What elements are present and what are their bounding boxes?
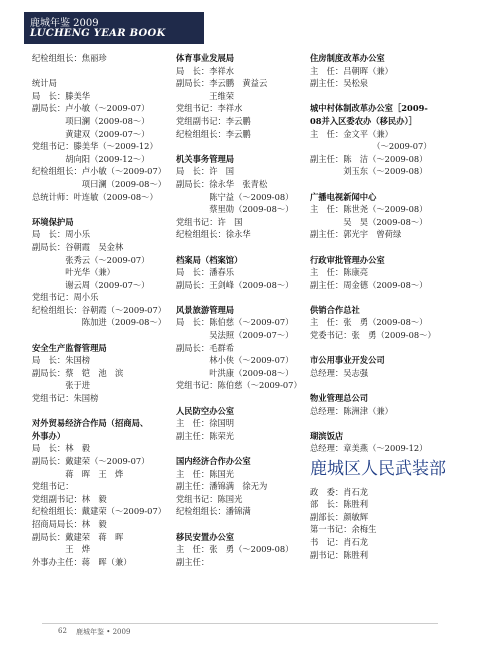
staff-line: 副主任： [176, 556, 210, 567]
staff-line: 胡向阳（2009-12～） [32, 153, 150, 164]
staff-line: 副局长：谷朝霞 吴金林 [32, 241, 124, 252]
spacer [176, 140, 311, 153]
staff-line: 主 任：金文平（兼） [310, 128, 393, 139]
spacer [32, 405, 167, 418]
staff-line: 吴 昊（2009-08～） [310, 216, 428, 227]
org-heading: 风景旅游管理局 [176, 304, 235, 315]
spacer [32, 329, 167, 342]
staff-line: 林小侠（～2009-07） [176, 355, 294, 366]
column-1 [32, 52, 167, 568]
section-line: 政 委：肖石龙 [310, 486, 369, 497]
org-heading: 机关事务管理局 [176, 153, 235, 164]
staff-line: 副局长：王剑峰（2009-08～） [176, 279, 294, 290]
staff-line: 王 烨 [32, 544, 91, 555]
staff-line: 副主任：陈 洁（～2009-08） [310, 153, 428, 164]
org-heading: 08并入区委农办（移民办）］ [310, 115, 417, 126]
staff-line: 副主任：潘锦满 徐无为 [176, 481, 268, 492]
staff-line: 张于进 [32, 380, 91, 391]
spacer [176, 241, 311, 254]
staff-line: 纪检组组长：焦丽珍 [32, 53, 107, 63]
staff-line: 局 长：李祥水 [176, 65, 235, 76]
staff-line: 党组书记：陈国光 [176, 493, 243, 504]
section-line: 书 记：肖石龙 [310, 536, 369, 547]
footer [0, 627, 480, 639]
staff-line: （～2009-07） [310, 141, 432, 152]
staff-line: 党组副书记：林 毅 [32, 493, 107, 504]
staff-line: 副主任：周金德（2009-08～） [310, 279, 428, 290]
section-line: 副部长：颜敏辉 [310, 511, 369, 522]
org-heading: 供销合作总社 [310, 304, 360, 315]
staff-line: 主 任：陈国光 [176, 468, 235, 479]
section-title: 鹿城区人民武装部 [310, 459, 446, 479]
column-2 [176, 52, 311, 568]
staff-line: 副局长：卢小敏（～2009-07） [32, 103, 150, 114]
spacer [32, 203, 167, 216]
staff-line: 王维荣 [176, 90, 235, 101]
staff-line: 副局长：蔡 铠 池 滨 [32, 367, 124, 378]
org-heading: 城中村体制改革办公室［2009- [310, 103, 428, 114]
footer-divider [42, 623, 438, 624]
staff-line: 蔡里勋（2009-08～） [176, 204, 294, 215]
staff-line: 纪检组组长：李云鹏 [176, 128, 251, 139]
staff-line: 张秀云（～2009-07） [32, 254, 150, 265]
header-en-title: LUCHENG YEAR BOOK [30, 28, 166, 39]
staff-line: 总经理：吴志强 [310, 367, 369, 378]
spacer [32, 65, 167, 78]
staff-line: 局 长：朱国榜 [32, 355, 91, 366]
org-heading: 人民防空办公室 [176, 405, 235, 416]
org-heading: 外事办） [32, 430, 66, 441]
spacer [176, 442, 311, 455]
staff-line: 副局长：李云鹏 黄益云 [176, 78, 268, 89]
spacer [176, 518, 311, 531]
staff-line: 叶洪康（2009-08～） [176, 367, 294, 378]
staff-line: 主 任：张 勇（2009-08～） [310, 317, 428, 328]
staff-line: 主 任：陈世尧（～2009-08） [310, 204, 428, 215]
org-heading: 国内经济合作办公室 [176, 456, 251, 466]
org-heading: 住房制度改革办公室 [310, 53, 385, 63]
header-banner [24, 12, 204, 44]
org-heading: 体育事业发展局 [176, 53, 235, 63]
section-line: 部 长：陈胜利 [310, 499, 369, 510]
org-heading: 档案局（档案馆） [176, 254, 243, 265]
staff-line: 纪检组组长：徐永华 [176, 229, 251, 240]
spacer [310, 291, 460, 304]
staff-line: 招商局局长：林 毅 [32, 518, 107, 529]
org-heading: 行政审批管理办公室 [310, 254, 385, 265]
spacer [176, 291, 311, 304]
spacer [310, 90, 460, 103]
staff-line: 主 任：吕朝晖（兼） [310, 65, 393, 76]
staff-line: 党组书记：许 国 [176, 216, 243, 227]
staff-line: 党组书记：李祥水 [176, 103, 243, 114]
staff-line: 局 长：林 毅 [32, 443, 91, 454]
staff-line: 党组书记： [32, 481, 74, 492]
staff-line: 副主任：郭光宇 曾荷绿 [310, 229, 402, 240]
staff-line: 蒋 晖 王 烨 [32, 468, 124, 479]
spacer [310, 417, 460, 430]
org-heading: 广播电视新闻中心 [310, 191, 377, 202]
org-heading: 对外贸易经济合作局（招商局、 [32, 418, 149, 429]
staff-line: 总统计师：叶连敏（2009-08～） [32, 191, 158, 202]
staff-line: 副局长：毛群希 [176, 342, 235, 353]
staff-line: 副主任：吴松泉 [310, 78, 369, 89]
staff-line: 叶光华（兼） [32, 267, 115, 278]
header-cn-title: 鹿城年鉴 2009 [30, 18, 99, 29]
staff-line: 党组书记：周小乐 [32, 292, 99, 303]
staff-line: 纪检组组长：卢小敏（～2009-07） [32, 166, 167, 177]
staff-line: 局 长：许 国 [176, 166, 235, 177]
staff-line: 外事办主任：蒋 晖（兼） [32, 556, 132, 567]
staff-line: 总经理：陈洲津（兼） [310, 405, 393, 416]
staff-line: 项曰澜（2009-08～） [32, 115, 150, 126]
org-heading: 市公用事业开发公司 [310, 355, 385, 366]
staff-line: 主 任：徐国明 [176, 418, 235, 429]
staff-line: 总经理：章美燕（～2009-12） [310, 443, 428, 454]
org-heading: 瑚滨饭店 [310, 430, 344, 441]
staff-line: 副局长：戴建荣（～2009-07） [32, 456, 150, 466]
staff-line: 陈宁益（～2009-08） [176, 191, 294, 202]
staff-line: 纪检组组长：潘锦满 [176, 506, 251, 517]
column-3 [310, 52, 460, 561]
org-heading: 移民安置办公室 [176, 531, 235, 542]
staff-line: 项曰澜（2009-08～） [32, 178, 167, 189]
staff-line: 党组书记：滕美华（～2009-12） [32, 141, 158, 152]
staff-line: 局 长：周小乐 [32, 229, 91, 240]
footer-title: 鹿城年鉴 • 2009 [76, 628, 131, 636]
staff-line: 副主任：陈荣光 [176, 430, 235, 441]
page-number: 62 [58, 627, 67, 635]
staff-line: 吴法照（2009-07～） [176, 330, 294, 341]
org-heading: 物业管理总公司 [310, 393, 369, 404]
spacer [176, 392, 311, 405]
org-heading: 环境保护局 [32, 216, 74, 227]
staff-line: 谢云周（2009-07～） [32, 279, 150, 290]
column-3-lines [310, 52, 460, 455]
staff-line: 党组书记：陈伯慈（～2009-07） [176, 380, 302, 391]
staff-line: 副局长：戴建荣 蒋 晖 [32, 531, 124, 542]
org-heading: 安全生产监督管理局 [32, 342, 107, 353]
section-line: 副书记：陈胜利 [310, 549, 369, 560]
staff-line: 局 长：陈伯慈（～2009-07） [176, 317, 294, 328]
staff-line: 纪检组组长：戴建荣（～2009-07） [32, 506, 167, 517]
spacer [310, 379, 460, 392]
staff-line: 局 长：滕美华 [32, 90, 91, 101]
staff-line: 主 任：张 勇（～2009-08） [176, 544, 294, 555]
staff-line: 党组副书记：李云鹏 [176, 115, 251, 126]
staff-line: 刘玉东（～2009-08） [310, 166, 428, 177]
staff-line: 主 任：陈康亮 [310, 267, 369, 278]
spacer [310, 241, 460, 254]
staff-line: 黄建双（2009-07～） [32, 128, 150, 139]
section-lines [310, 486, 460, 562]
staff-line: 陈加进（2009-08～） [32, 317, 167, 328]
staff-line: 统计局 [32, 78, 57, 89]
staff-line: 纪检组组长：谷朝霞（～2009-07） [32, 304, 167, 315]
staff-line: 党组书记：朱国榜 [32, 393, 99, 404]
spacer [310, 178, 460, 191]
staff-line: 党委书记：张 勇（2009-08～） [310, 330, 436, 341]
section-line: 第一书记：余梅生 [310, 524, 377, 535]
staff-line: 副局长：徐永华 张青松 [176, 178, 268, 189]
staff-line: 局 长：潘春乐 [176, 267, 235, 278]
spacer [310, 342, 460, 355]
